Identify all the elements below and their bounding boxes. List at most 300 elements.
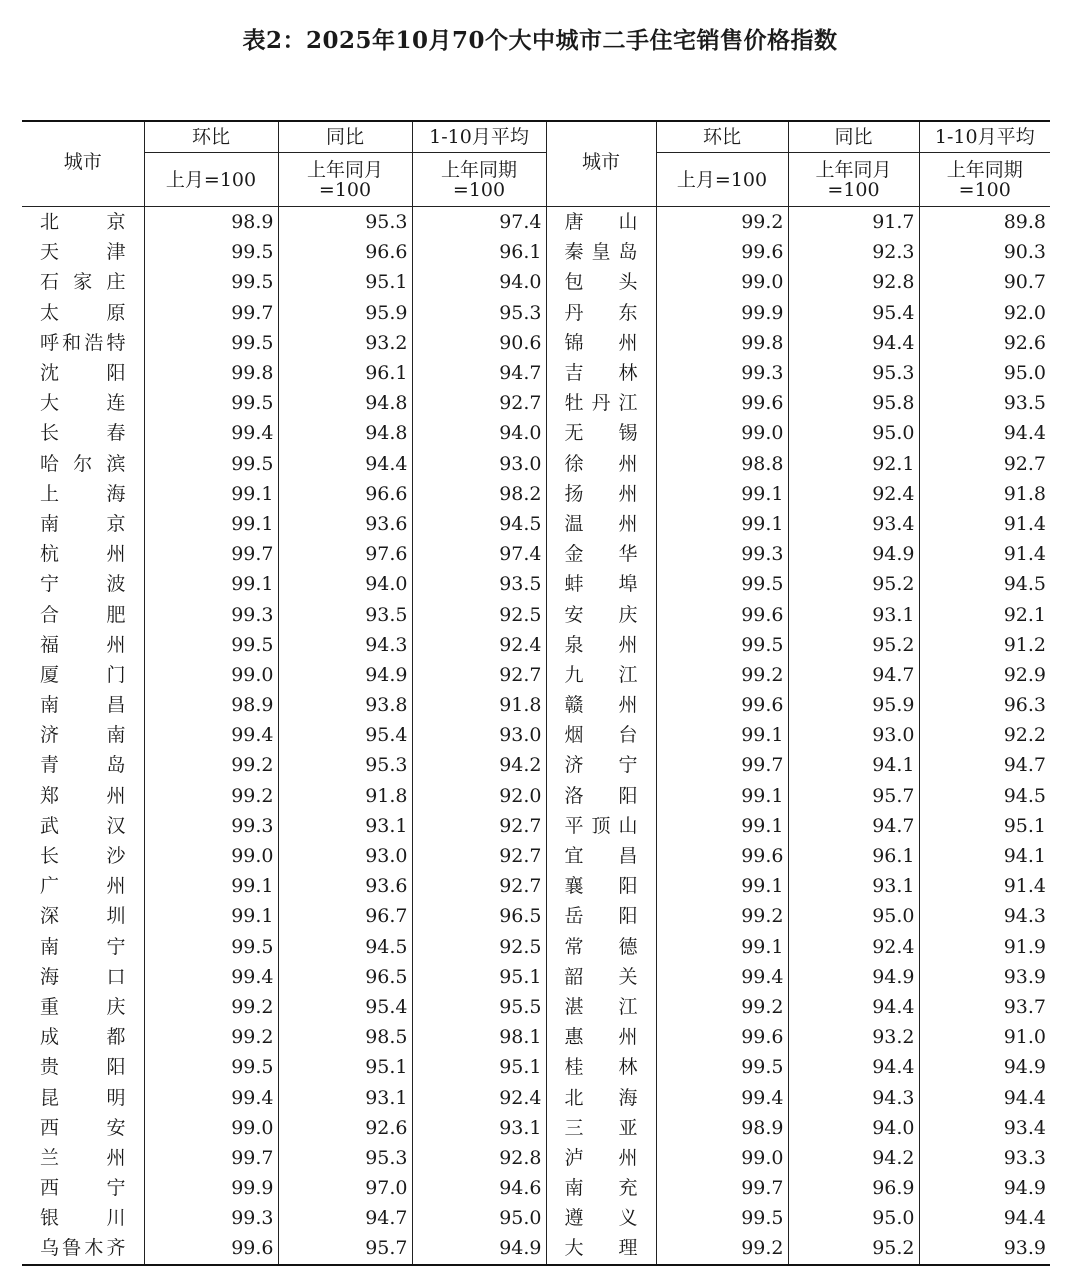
avg-value: 93.3: [1003, 1146, 1046, 1169]
avg-value: 96.5: [412, 901, 546, 931]
mom-value: 99.0: [144, 660, 278, 690]
avg-header-right: 1-10月平均: [919, 121, 1050, 153]
yoy-value: 96.1: [278, 358, 412, 388]
mom-value: 99.0: [144, 841, 278, 871]
city-name: 广 州: [22, 871, 144, 901]
city-name: 海 口: [22, 962, 144, 992]
mom-value: 99.5: [144, 630, 278, 660]
price-index-table: [22, 120, 1050, 1266]
city-name: 济 宁: [546, 750, 656, 780]
avg-value: 93.0: [412, 449, 546, 479]
table-row: [22, 418, 1050, 448]
mom-value: 99.7: [144, 298, 278, 328]
mom-base-left: 上月=100: [144, 153, 278, 207]
yoy-value: 95.3: [278, 1143, 412, 1173]
yoy-value: 94.4: [788, 1052, 919, 1082]
avg-value: 94.7: [1003, 754, 1046, 777]
yoy-value: 96.7: [278, 901, 412, 931]
mom-value: 99.1: [144, 479, 278, 509]
yoy-value: 94.9: [788, 539, 919, 569]
city-name: 沈 阳: [22, 358, 144, 388]
avg-value: 92.4: [412, 630, 546, 660]
yoy-value: 93.1: [788, 599, 919, 629]
yoy-value: 93.6: [278, 871, 412, 901]
yoy-value: 95.3: [788, 358, 919, 388]
mom-value: 99.7: [144, 539, 278, 569]
city-name: 宜 昌: [546, 841, 656, 871]
mom-value: 99.1: [144, 871, 278, 901]
table-row: [22, 599, 1050, 629]
mom-value: 99.6: [656, 237, 788, 267]
mom-value: 99.5: [656, 630, 788, 660]
table-row: [22, 388, 1050, 418]
city-name: 南 宁: [22, 932, 144, 962]
yoy-value: 93.1: [788, 871, 919, 901]
city-name: 岳 阳: [546, 901, 656, 931]
yoy-value: 93.2: [278, 328, 412, 358]
mom-value: 99.4: [144, 1082, 278, 1112]
mom-value: 99.5: [656, 569, 788, 599]
city-name: 乌 鲁 木 齐: [22, 1233, 144, 1264]
city-name: 遵 义: [546, 1203, 656, 1233]
avg-value: 92.7: [1003, 452, 1046, 475]
avg-value: 93.0: [412, 720, 546, 750]
table-row: [22, 781, 1050, 811]
table-row: [22, 449, 1050, 479]
city-name: 杭 州: [22, 539, 144, 569]
table-row: [22, 1233, 1050, 1264]
table-row: [22, 1022, 1050, 1052]
city-name: 三 亚: [546, 1113, 656, 1143]
mom-value: 99.1: [656, 932, 788, 962]
yoy-value: 95.2: [788, 569, 919, 599]
avg-value: 91.9: [1003, 935, 1046, 958]
avg-value: 96.3: [1003, 694, 1046, 717]
mom-value: 99.3: [656, 358, 788, 388]
yoy-value: 94.4: [278, 449, 412, 479]
yoy-value: 91.7: [788, 207, 919, 238]
avg-value: 94.3: [1003, 905, 1046, 928]
city-name: 牡 丹 江: [546, 388, 656, 418]
mom-value: 99.5: [144, 267, 278, 297]
city-name: 洛 阳: [546, 781, 656, 811]
yoy-value: 95.7: [278, 1233, 412, 1264]
table-row: [22, 750, 1050, 780]
table-row: [22, 932, 1050, 962]
mom-value: 99.3: [144, 1203, 278, 1233]
table-row: [22, 298, 1050, 328]
avg-value: 95.1: [412, 1052, 546, 1082]
table-row: [22, 720, 1050, 750]
city-name: 常 德: [546, 932, 656, 962]
mom-value: 99.1: [656, 871, 788, 901]
table-row: [22, 841, 1050, 871]
city-name: 锦 州: [546, 328, 656, 358]
yoy-value: 95.4: [278, 720, 412, 750]
avg-value: 94.7: [412, 358, 546, 388]
yoy-value: 95.2: [788, 630, 919, 660]
city-name: 平 顶 山: [546, 811, 656, 841]
avg-value: 94.5: [1003, 784, 1046, 807]
avg-value: 94.4: [1003, 422, 1046, 445]
yoy-value: 94.7: [788, 660, 919, 690]
yoy-value: 92.3: [788, 237, 919, 267]
mom-value: 99.5: [144, 449, 278, 479]
city-name: 厦 门: [22, 660, 144, 690]
city-name: 哈 尔 滨: [22, 449, 144, 479]
mom-value: 99.1: [656, 479, 788, 509]
mom-value: 98.9: [144, 207, 278, 238]
yoy-value: 95.3: [278, 207, 412, 238]
mom-value: 99.5: [144, 1052, 278, 1082]
avg-value: 90.7: [1003, 271, 1046, 294]
avg-value: 91.2: [1003, 633, 1046, 656]
table-title: 表2：2025年10月70个大中城市二手住宅销售价格指数: [242, 27, 838, 54]
avg-value: 91.4: [1003, 512, 1046, 535]
mom-header-right: 环比: [656, 121, 788, 153]
yoy-value: 94.7: [788, 811, 919, 841]
city-name: 银 川: [22, 1203, 144, 1233]
avg-value: 94.0: [412, 267, 546, 297]
yoy-value: 91.8: [278, 781, 412, 811]
avg-value: 92.7: [412, 388, 546, 418]
yoy-value: 93.6: [278, 509, 412, 539]
avg-value: 92.5: [412, 932, 546, 962]
yoy-value: 94.8: [278, 388, 412, 418]
avg-value: 90.6: [412, 328, 546, 358]
yoy-value: 96.5: [278, 962, 412, 992]
city-name: 西 安: [22, 1113, 144, 1143]
avg-value: 95.1: [412, 962, 546, 992]
mom-value: 99.1: [656, 720, 788, 750]
yoy-value: 94.0: [278, 569, 412, 599]
city-name: 昆 明: [22, 1082, 144, 1112]
avg-value: 95.0: [412, 1203, 546, 1233]
mom-value: 99.2: [656, 901, 788, 931]
yoy-header-left: 同比: [278, 121, 412, 153]
avg-value: 94.4: [1003, 1207, 1046, 1230]
city-name: 宁 波: [22, 569, 144, 599]
mom-header-left: 环比: [144, 121, 278, 153]
mom-value: 99.4: [144, 962, 278, 992]
mom-value: 99.5: [144, 237, 278, 267]
city-name: 天 津: [22, 237, 144, 267]
city-name: 金 华: [546, 539, 656, 569]
city-name: 南 充: [546, 1173, 656, 1203]
mom-value: 99.1: [144, 509, 278, 539]
city-name: 青 岛: [22, 750, 144, 780]
avg-value: 93.5: [412, 569, 546, 599]
avg-base-right: 上年同期 =100: [919, 153, 1050, 207]
table-row: [22, 267, 1050, 297]
yoy-value: 93.1: [278, 811, 412, 841]
mom-value: 99.9: [656, 298, 788, 328]
mom-value: 99.2: [144, 750, 278, 780]
table-row: [22, 1203, 1050, 1233]
table-row: [22, 1173, 1050, 1203]
yoy-value: 95.0: [788, 901, 919, 931]
yoy-value: 93.5: [278, 599, 412, 629]
city-name: 济 南: [22, 720, 144, 750]
city-name: 重 庆: [22, 992, 144, 1022]
table-row: [22, 690, 1050, 720]
city-name: 呼 和 浩 特: [22, 328, 144, 358]
mom-value: 99.8: [144, 358, 278, 388]
avg-value: 94.1: [1003, 845, 1046, 868]
city-name: 襄 阳: [546, 871, 656, 901]
mom-value: 99.6: [656, 690, 788, 720]
avg-value: 91.8: [1003, 482, 1046, 505]
yoy-value: 96.6: [278, 479, 412, 509]
mom-value: 99.2: [656, 1233, 788, 1264]
mom-value: 99.5: [144, 328, 278, 358]
avg-value: 95.3: [412, 298, 546, 328]
avg-value: 94.5: [1003, 573, 1046, 596]
mom-value: 99.0: [144, 1113, 278, 1143]
table-row: [22, 630, 1050, 660]
mom-value: 99.2: [656, 207, 788, 238]
table-row: [22, 1052, 1050, 1082]
yoy-base-right: 上年同月 =100: [788, 153, 919, 207]
yoy-value: 95.1: [278, 1052, 412, 1082]
table-row: [22, 871, 1050, 901]
avg-value: 98.1: [412, 1022, 546, 1052]
avg-value: 93.9: [1003, 965, 1046, 988]
avg-value: 92.4: [412, 1082, 546, 1112]
yoy-value: 93.8: [278, 690, 412, 720]
yoy-value: 94.7: [278, 1203, 412, 1233]
mom-value: 99.0: [656, 267, 788, 297]
table-row: [22, 811, 1050, 841]
mom-value: 99.4: [656, 962, 788, 992]
city-name: 惠 州: [546, 1022, 656, 1052]
mom-value: 99.0: [656, 1143, 788, 1173]
mom-value: 99.3: [144, 811, 278, 841]
yoy-value: 94.1: [788, 750, 919, 780]
mom-value: 98.9: [656, 1113, 788, 1143]
avg-value: 97.4: [412, 207, 546, 238]
avg-value: 92.9: [1003, 663, 1046, 686]
yoy-value: 95.0: [788, 1203, 919, 1233]
city-name: 湛 江: [546, 992, 656, 1022]
avg-value: 91.4: [1003, 543, 1046, 566]
city-name: 南 京: [22, 509, 144, 539]
mom-value: 99.8: [656, 328, 788, 358]
table-row: [22, 1082, 1050, 1112]
yoy-value: 95.4: [788, 298, 919, 328]
city-name: 北 京: [22, 207, 144, 238]
yoy-value: 92.1: [788, 449, 919, 479]
table-row: [22, 1113, 1050, 1143]
yoy-value: 95.9: [788, 690, 919, 720]
table-row: [22, 328, 1050, 358]
mom-value: 99.5: [656, 1203, 788, 1233]
avg-value: 93.1: [412, 1113, 546, 1143]
city-name: 泸 州: [546, 1143, 656, 1173]
avg-header-left: 1-10月平均: [412, 121, 546, 153]
table-row: [22, 992, 1050, 1022]
mom-value: 99.1: [144, 901, 278, 931]
table-row: [22, 207, 1050, 238]
city-name: 丹 东: [546, 298, 656, 328]
mom-value: 99.2: [144, 1022, 278, 1052]
avg-value: 91.8: [412, 690, 546, 720]
mom-value: 99.4: [144, 720, 278, 750]
yoy-value: 94.4: [788, 328, 919, 358]
city-name: 西 宁: [22, 1173, 144, 1203]
mom-value: 99.3: [144, 599, 278, 629]
avg-value: 95.0: [1003, 362, 1046, 385]
yoy-value: 95.1: [278, 267, 412, 297]
avg-value: 94.9: [1003, 1056, 1046, 1079]
avg-value: 92.7: [412, 841, 546, 871]
city-name: 石 家 庄: [22, 267, 144, 297]
city-name: 九 江: [546, 660, 656, 690]
mom-value: 99.1: [656, 811, 788, 841]
yoy-value: 94.9: [278, 660, 412, 690]
mom-value: 99.3: [656, 539, 788, 569]
mom-value: 99.2: [656, 992, 788, 1022]
table-row: [22, 962, 1050, 992]
mom-value: 99.4: [656, 1082, 788, 1112]
yoy-value: 97.0: [278, 1173, 412, 1203]
table-row: [22, 1143, 1050, 1173]
yoy-value: 94.2: [788, 1143, 919, 1173]
yoy-value: 95.9: [278, 298, 412, 328]
city-name: 大 连: [22, 388, 144, 418]
city-name: 无 锡: [546, 418, 656, 448]
yoy-value: 94.8: [278, 418, 412, 448]
yoy-value: 95.7: [788, 781, 919, 811]
city-name: 上 海: [22, 479, 144, 509]
table-row: [22, 569, 1050, 599]
avg-value: 96.1: [412, 237, 546, 267]
mom-value: 99.5: [656, 1052, 788, 1082]
city-name: 烟 台: [546, 720, 656, 750]
city-name: 福 州: [22, 630, 144, 660]
mom-value: 99.6: [656, 388, 788, 418]
city-name: 太 原: [22, 298, 144, 328]
avg-value: 92.8: [412, 1143, 546, 1173]
city-name: 吉 林: [546, 358, 656, 388]
mom-value: 99.2: [144, 992, 278, 1022]
table-row: [22, 237, 1050, 267]
yoy-value: 94.3: [278, 630, 412, 660]
avg-value: 98.2: [412, 479, 546, 509]
avg-value: 95.1: [1003, 814, 1046, 837]
yoy-value: 97.6: [278, 539, 412, 569]
avg-base-left: 上年同期 =100: [412, 153, 546, 207]
yoy-value: 95.2: [788, 1233, 919, 1264]
yoy-value: 94.5: [278, 932, 412, 962]
mom-value: 98.9: [144, 690, 278, 720]
yoy-value: 94.4: [788, 992, 919, 1022]
city-name: 韶 关: [546, 962, 656, 992]
avg-value: 91.0: [1003, 1026, 1046, 1049]
avg-value: 94.9: [1003, 1177, 1046, 1200]
avg-value: 92.0: [412, 781, 546, 811]
city-name: 成 都: [22, 1022, 144, 1052]
yoy-value: 93.4: [788, 509, 919, 539]
mom-value: 99.9: [144, 1173, 278, 1203]
yoy-value: 92.8: [788, 267, 919, 297]
city-name: 贵 阳: [22, 1052, 144, 1082]
avg-value: 92.7: [412, 871, 546, 901]
mom-value: 99.1: [656, 509, 788, 539]
city-name: 蚌 埠: [546, 569, 656, 599]
mom-value: 99.6: [144, 1233, 278, 1264]
table-row: [22, 660, 1050, 690]
mom-value: 99.2: [656, 660, 788, 690]
table-row: [22, 539, 1050, 569]
avg-value: 95.5: [412, 992, 546, 1022]
avg-value: 93.5: [1003, 392, 1046, 415]
city-name: 合 肥: [22, 599, 144, 629]
yoy-value: 96.9: [788, 1173, 919, 1203]
mom-value: 99.0: [656, 418, 788, 448]
city-name: 温 州: [546, 509, 656, 539]
avg-value: 92.5: [412, 599, 546, 629]
yoy-value: 94.3: [788, 1082, 919, 1112]
yoy-value: 93.0: [788, 720, 919, 750]
mom-value: 99.7: [144, 1143, 278, 1173]
avg-value: 93.9: [1003, 1237, 1046, 1260]
city-name: 秦 皇 岛: [546, 237, 656, 267]
mom-value: 99.6: [656, 599, 788, 629]
avg-value: 94.0: [412, 418, 546, 448]
yoy-value: 95.0: [788, 418, 919, 448]
city-name: 扬 州: [546, 479, 656, 509]
city-name: 徐 州: [546, 449, 656, 479]
avg-value: 91.4: [1003, 875, 1046, 898]
avg-value: 94.9: [412, 1233, 546, 1264]
mom-value: 99.5: [144, 932, 278, 962]
city-name: 安 庆: [546, 599, 656, 629]
avg-value: 89.8: [1003, 211, 1046, 234]
table-row: [22, 901, 1050, 931]
yoy-value: 93.0: [278, 841, 412, 871]
avg-value: 90.3: [1003, 241, 1046, 264]
mom-value: 98.8: [656, 449, 788, 479]
mom-value: 99.7: [656, 750, 788, 780]
yoy-value: 95.4: [278, 992, 412, 1022]
mom-value: 99.1: [656, 781, 788, 811]
table-row: [22, 509, 1050, 539]
avg-value: 92.2: [1003, 724, 1046, 747]
city-name: 北 海: [546, 1082, 656, 1112]
avg-value: 97.4: [412, 539, 546, 569]
city-name: 武 汉: [22, 811, 144, 841]
city-header-left: 城市: [22, 121, 144, 207]
city-header-right: 城市: [546, 121, 656, 207]
city-name: 兰 州: [22, 1143, 144, 1173]
mom-value: 99.5: [144, 388, 278, 418]
avg-value: 94.6: [412, 1173, 546, 1203]
city-name: 包 头: [546, 267, 656, 297]
yoy-value: 93.2: [788, 1022, 919, 1052]
city-name: 桂 林: [546, 1052, 656, 1082]
avg-value: 92.1: [1003, 603, 1046, 626]
avg-value: 92.7: [412, 811, 546, 841]
avg-value: 93.7: [1003, 995, 1046, 1018]
city-name: 泉 州: [546, 630, 656, 660]
mom-value: 99.4: [144, 418, 278, 448]
yoy-value: 96.1: [788, 841, 919, 871]
avg-value: 93.4: [1003, 1116, 1046, 1139]
avg-value: 94.5: [412, 509, 546, 539]
mom-value: 99.7: [656, 1173, 788, 1203]
yoy-value: 98.5: [278, 1022, 412, 1052]
